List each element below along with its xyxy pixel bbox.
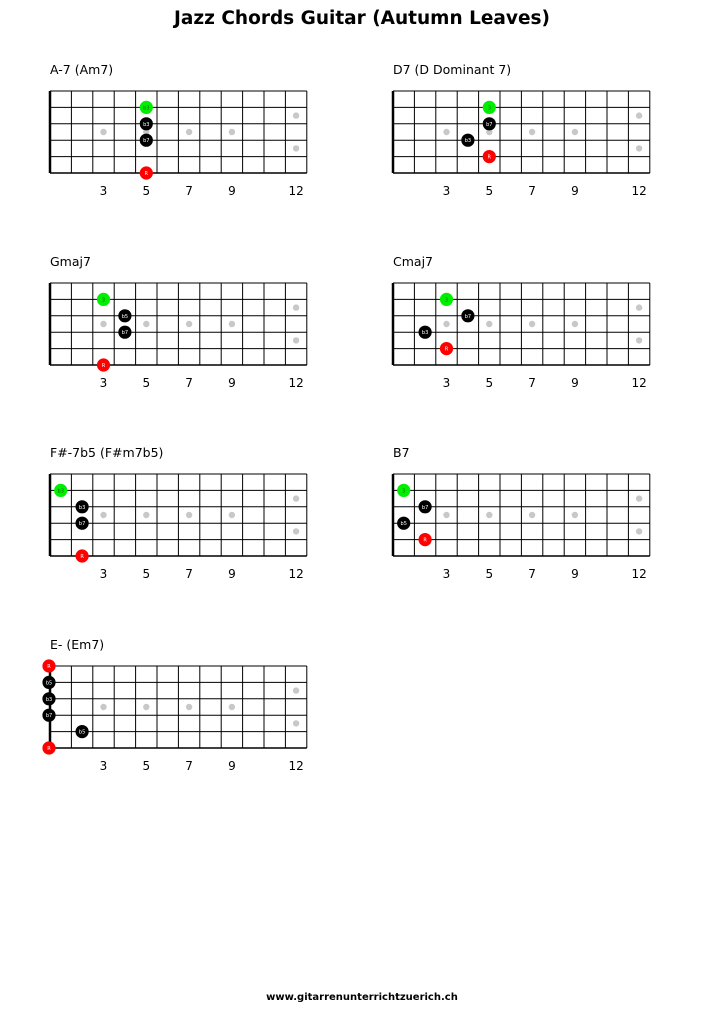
note-label: 3 <box>402 488 406 495</box>
note-dot <box>76 517 89 530</box>
fretboard <box>381 84 701 224</box>
note-label: b7 <box>78 521 86 528</box>
fret-number-label: 12 <box>288 567 304 581</box>
fret-number-label: 5 <box>142 184 151 198</box>
fret-inlay <box>636 495 642 501</box>
note-dot <box>140 134 153 147</box>
fret-number-label: 9 <box>571 567 579 581</box>
fret-inlay <box>100 512 106 518</box>
fret-number-label: 12 <box>631 376 647 390</box>
note-label: b3 <box>57 488 64 495</box>
fretboard <box>38 84 358 224</box>
fret-number-label: 12 <box>631 567 647 581</box>
fret-inlay <box>529 321 535 327</box>
note-dot <box>42 659 55 672</box>
fret-inlay <box>143 321 149 327</box>
fretboard <box>38 467 358 607</box>
chord-name: Gmaj7 <box>50 254 91 269</box>
fret-number-label: 7 <box>185 376 193 390</box>
fret-inlay <box>572 129 578 135</box>
note-dot <box>440 342 453 355</box>
fret-inlay <box>293 495 299 501</box>
fret-inlay <box>100 704 106 710</box>
fret-inlay <box>636 112 642 118</box>
note-dot <box>42 692 55 705</box>
note-dot <box>397 484 410 497</box>
note-label: b3 <box>78 504 86 511</box>
chord-diagram <box>393 254 693 414</box>
note-label: R <box>47 664 51 670</box>
note-dot <box>118 309 131 322</box>
note-dot <box>76 500 89 513</box>
fret-number-label: 12 <box>288 184 304 198</box>
fret-inlay <box>143 512 149 518</box>
fret-number-label: 3 <box>442 567 451 581</box>
fret-number-label: 9 <box>571 376 579 390</box>
chord-name: Cmaj7 <box>393 254 433 269</box>
fret-inlay <box>636 304 642 310</box>
fret-inlay <box>186 512 192 518</box>
note-dot <box>419 326 432 339</box>
note-label: R <box>80 554 84 560</box>
note-dot <box>397 517 410 530</box>
fret-number-label: 3 <box>99 759 108 773</box>
fretboard <box>381 467 701 607</box>
fret-number-label: 7 <box>185 184 193 198</box>
fret-number-label: 7 <box>528 184 536 198</box>
note-label: b5 <box>400 521 407 528</box>
fret-inlay <box>443 129 449 135</box>
fret-inlay <box>529 512 535 518</box>
chord-name: A-7 (Am7) <box>50 62 114 77</box>
fret-number-label: 12 <box>288 376 304 390</box>
note-dot <box>419 500 432 513</box>
note-label: b7 <box>464 313 472 320</box>
note-dot <box>97 293 110 306</box>
note-label: 3 <box>101 297 106 304</box>
note-dot <box>76 725 89 738</box>
fret-inlay <box>443 321 449 327</box>
fretboard <box>381 276 701 416</box>
note-label: b3 <box>143 121 150 128</box>
note-label: b3 <box>45 696 53 703</box>
fret-number-label: 3 <box>99 567 108 581</box>
note-dot <box>76 549 89 562</box>
chord-name: B7 <box>393 445 410 460</box>
fret-number-label: 3 <box>99 376 108 390</box>
fret-inlay <box>186 321 192 327</box>
fret-inlay <box>229 129 235 135</box>
fret-inlay <box>293 720 299 726</box>
fret-number-label: 9 <box>228 184 236 198</box>
fret-number-label: 7 <box>528 376 536 390</box>
fret-inlay <box>229 321 235 327</box>
note-label: R <box>487 154 492 161</box>
chord-diagram <box>45 637 350 797</box>
note-label: R <box>144 171 149 177</box>
note-label: b7 <box>121 330 129 337</box>
fret-number-label: 5 <box>485 567 494 581</box>
note-label: b3 <box>421 330 429 337</box>
note-label: b5 <box>45 680 53 687</box>
note-dot <box>440 293 453 306</box>
note-dot <box>483 150 496 163</box>
note-label: b7 <box>45 713 53 720</box>
fret-inlay <box>636 528 642 534</box>
note-label: R <box>444 346 449 353</box>
fret-inlay <box>293 112 299 118</box>
note-label: R <box>101 363 106 369</box>
fret-inlay <box>293 528 299 534</box>
fret-number-label: 5 <box>485 184 494 198</box>
fret-number-label: 3 <box>99 184 108 198</box>
note-dot <box>54 484 67 497</box>
fret-number-label: 9 <box>228 376 236 390</box>
chord-diagram <box>50 62 350 222</box>
note-dot <box>461 309 474 322</box>
footer-url: www.gitarrenunterrichtzuerich.ch <box>266 992 458 1003</box>
note-dot <box>483 101 496 114</box>
fret-number-label: 9 <box>228 759 236 773</box>
fret-number-label: 12 <box>631 184 647 198</box>
fret-number-label: 5 <box>142 567 151 581</box>
note-dot <box>483 117 496 130</box>
fret-number-label: 7 <box>528 567 536 581</box>
fret-inlay <box>100 129 106 135</box>
fret-number-label: 12 <box>288 759 304 773</box>
fret-number-label: 3 <box>442 376 451 390</box>
fret-number-label: 5 <box>485 376 494 390</box>
note-dot <box>97 358 110 371</box>
fret-inlay <box>529 129 535 135</box>
fretboard <box>38 276 358 416</box>
chord-diagram <box>50 445 350 605</box>
note-dot <box>140 166 153 179</box>
fret-number-label: 5 <box>142 759 151 773</box>
note-label: 3 <box>444 297 449 304</box>
note-label: R <box>47 746 51 752</box>
note-label: b7 <box>143 138 150 145</box>
note-dot <box>42 741 55 754</box>
note-dot <box>140 117 153 130</box>
fret-inlay <box>100 321 106 327</box>
chord-diagram <box>393 62 693 222</box>
chord-diagram <box>50 254 350 414</box>
note-dot <box>419 533 432 546</box>
chord-name: F#-7b5 (F#m7b5) <box>50 445 164 460</box>
note-label: b5 <box>121 313 129 320</box>
fret-inlay <box>293 145 299 151</box>
fret-number-label: 3 <box>442 184 451 198</box>
fret-inlay <box>636 337 642 343</box>
fret-inlay <box>636 145 642 151</box>
fret-inlay <box>186 129 192 135</box>
note-label: 3 <box>487 105 491 112</box>
note-label: R <box>423 537 427 544</box>
note-dot <box>461 134 474 147</box>
fret-inlay <box>443 512 449 518</box>
fret-inlay <box>572 321 578 327</box>
fret-inlay <box>572 512 578 518</box>
note-label: b7 <box>421 504 429 511</box>
fret-number-label: 9 <box>571 184 579 198</box>
fret-inlay <box>293 687 299 693</box>
fret-number-label: 5 <box>142 376 151 390</box>
note-label: b3 <box>464 138 472 145</box>
fret-number-label: 9 <box>228 567 236 581</box>
fret-inlay <box>186 704 192 710</box>
note-label: b3 <box>143 105 150 112</box>
fret-number-label: 7 <box>185 759 193 773</box>
fret-inlay <box>486 512 492 518</box>
fretboard <box>38 659 358 799</box>
fret-inlay <box>229 512 235 518</box>
note-dot <box>140 101 153 114</box>
note-dot <box>118 326 131 339</box>
chord-name: E- (Em7) <box>50 637 105 652</box>
fret-number-label: 7 <box>185 567 193 581</box>
fret-inlay <box>229 704 235 710</box>
fret-inlay <box>143 704 149 710</box>
note-label: b5 <box>78 729 86 736</box>
note-label: b7 <box>486 121 493 128</box>
fret-inlay <box>293 337 299 343</box>
chord-diagram <box>393 445 693 605</box>
fret-inlay <box>293 304 299 310</box>
fret-inlay <box>486 321 492 327</box>
chord-name: D7 (D Dominant 7) <box>393 62 512 77</box>
note-dot <box>42 676 55 689</box>
page-title: Jazz Chords Guitar (Autumn Leaves) <box>174 8 550 29</box>
note-dot <box>42 709 55 722</box>
